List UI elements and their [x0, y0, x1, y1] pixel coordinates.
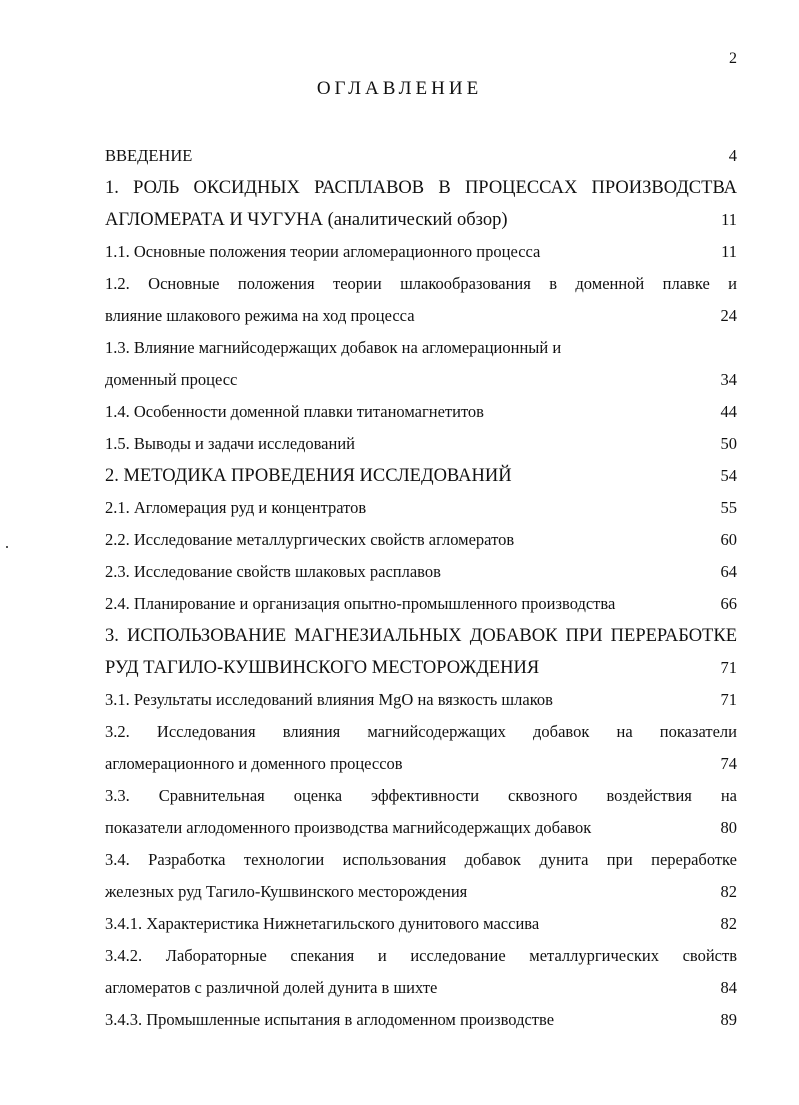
toc-entry-text: агломерационного и доменного процессов	[105, 754, 403, 773]
toc-entry-page: 82	[720, 914, 737, 933]
toc-entry-3-4-3	[105, 1004, 737, 1036]
toc-entry-text: доменный процесс	[105, 370, 238, 389]
toc-entry-3-3-cont	[105, 812, 737, 844]
toc-entry-page: 4	[728, 146, 737, 165]
toc-entry-3-4: 3.4. Разработка технологии использования добавок дунита при переработке	[105, 850, 737, 869]
toc-entry-page: 66	[720, 594, 737, 613]
toc-entry-text: 2.1. Агломерация руд и концентратов	[105, 498, 367, 517]
toc-entry-text: АГЛОМЕРАТА И ЧУГУНА (аналитический обзор)	[105, 210, 508, 230]
toc-entry-page: 60	[720, 530, 737, 549]
toc-entry-page: 80	[720, 818, 737, 837]
toc-entry-page: 84	[720, 978, 737, 997]
toc-entry-2-1	[105, 492, 737, 524]
toc-entry-3-4-1	[105, 908, 737, 940]
toc-entry-3-2-cont	[105, 748, 737, 780]
toc-entry-page: 74	[720, 754, 737, 773]
toc-entry-page: 50	[720, 434, 737, 453]
toc-entry-3-4-2: 3.4.2. Лабораторные спекания и исследование металлургических свойств	[105, 946, 737, 965]
toc-entry-page: 71	[720, 690, 737, 709]
toc-entry-text: 1.4. Особенности доменной плавки титаномагнетитов	[105, 402, 484, 421]
page-title: ОГЛАВЛЕНИЕ	[316, 78, 483, 99]
toc-entry-1-5	[105, 428, 737, 460]
toc-entry-text: 2.3. Исследование свойств шлаковых расплавов	[105, 562, 441, 581]
toc-entry-chapter-3-cont	[105, 652, 737, 684]
scan-speck	[6, 546, 8, 548]
toc-entry-3-1	[105, 684, 737, 716]
toc-entry-text: РУД ТАГИЛО-КУШВИНСКОГО МЕСТОРОЖДЕНИЯ	[105, 658, 540, 678]
toc-entry-1-2: 1.2. Основные положения теории шлакообразования в доменной плавке и	[105, 274, 737, 293]
toc-entry-chapter-1-cont	[105, 204, 737, 236]
toc-entry-page: 54	[720, 466, 737, 485]
toc-entry-3-2: 3.2. Исследования влияния магнийсодержащих добавок на показатели	[105, 722, 737, 741]
toc-entry-page: 34	[720, 370, 737, 389]
toc-entry-2-2	[105, 524, 737, 556]
toc-entry-3-4-cont	[105, 876, 737, 908]
toc-entry-page: 82	[720, 882, 737, 901]
toc-entry-2-3	[105, 556, 737, 588]
toc-entry-text: ВВЕДЕНИЕ	[105, 146, 193, 165]
toc-entry-text: железных руд Тагило-Кушвинского месторождения	[105, 882, 468, 901]
toc-entry-page: 71	[720, 658, 737, 677]
toc-entry-text: показатели аглодоменного производства магнийсодержащих добавок	[105, 818, 592, 837]
toc-entry-3-4-2-cont	[105, 972, 737, 1004]
toc-entry-text: 2.4. Планирование и организация опытно-промышленного производства	[105, 594, 616, 613]
toc-entry-page: 89	[720, 1010, 737, 1029]
toc-entry-1-1	[105, 236, 737, 268]
toc-entry-page: 55	[720, 498, 737, 517]
toc-entry-text: 3.1. Результаты исследований влияния MgO на вязкость шлаков	[105, 690, 553, 709]
toc-entry-text: 1.1. Основные положения теории агломерационного процесса	[105, 242, 541, 261]
toc-entry-chapter-2	[105, 460, 737, 492]
toc-entry-text: 2. МЕТОДИКА ПРОВЕДЕНИЯ ИССЛЕДОВАНИЙ	[105, 466, 512, 486]
toc-entry-introduction	[105, 140, 737, 172]
page-number: 2	[729, 50, 737, 67]
toc-entry-text: 1.5. Выводы и задачи исследований	[105, 434, 355, 453]
toc-entry-page: 24	[720, 306, 737, 325]
toc-entry-chapter-3: 3. ИСПОЛЬЗОВАНИЕ МАГНЕЗИАЛЬНЫХ ДОБАВОК ПРИ ПЕРЕРАБОТКЕ	[105, 626, 737, 646]
toc-entry-page: 11	[721, 210, 737, 229]
toc-entry-1-3-cont	[105, 364, 737, 396]
toc-entry-text: 3.4.3. Промышленные испытания в аглодоменном производстве	[105, 1010, 555, 1029]
toc-entry-text: 3.4.1. Характеристика Нижнетагильского дунитового массива	[105, 914, 540, 933]
toc-entry-text: влияние шлакового режима на ход процесса	[105, 306, 415, 325]
toc-entry-3-3: 3.3. Сравнительная оценка эффективности сквозного воздействия на	[105, 786, 737, 805]
toc-entry-chapter-1: 1. РОЛЬ ОКСИДНЫХ РАСПЛАВОВ В ПРОЦЕССАХ ПРОИЗВОДСТВА	[105, 178, 737, 198]
toc-entry-1-4	[105, 396, 737, 428]
toc-entry-2-4	[105, 588, 737, 620]
toc-entry-page: 11	[721, 242, 737, 261]
table-of-contents	[105, 140, 737, 1036]
toc-entry-1-3: 1.3. Влияние магнийсодержащих добавок на агломерационный и	[105, 338, 562, 357]
toc-entry-text: 2.2. Исследование металлургических свойств агломератов	[105, 530, 515, 549]
toc-entry-page: 64	[720, 562, 737, 581]
toc-entry-page: 44	[720, 402, 737, 421]
toc-entry-text: агломератов с различной долей дунита в шихте	[105, 978, 438, 997]
toc-entry-1-2-cont	[105, 300, 737, 332]
